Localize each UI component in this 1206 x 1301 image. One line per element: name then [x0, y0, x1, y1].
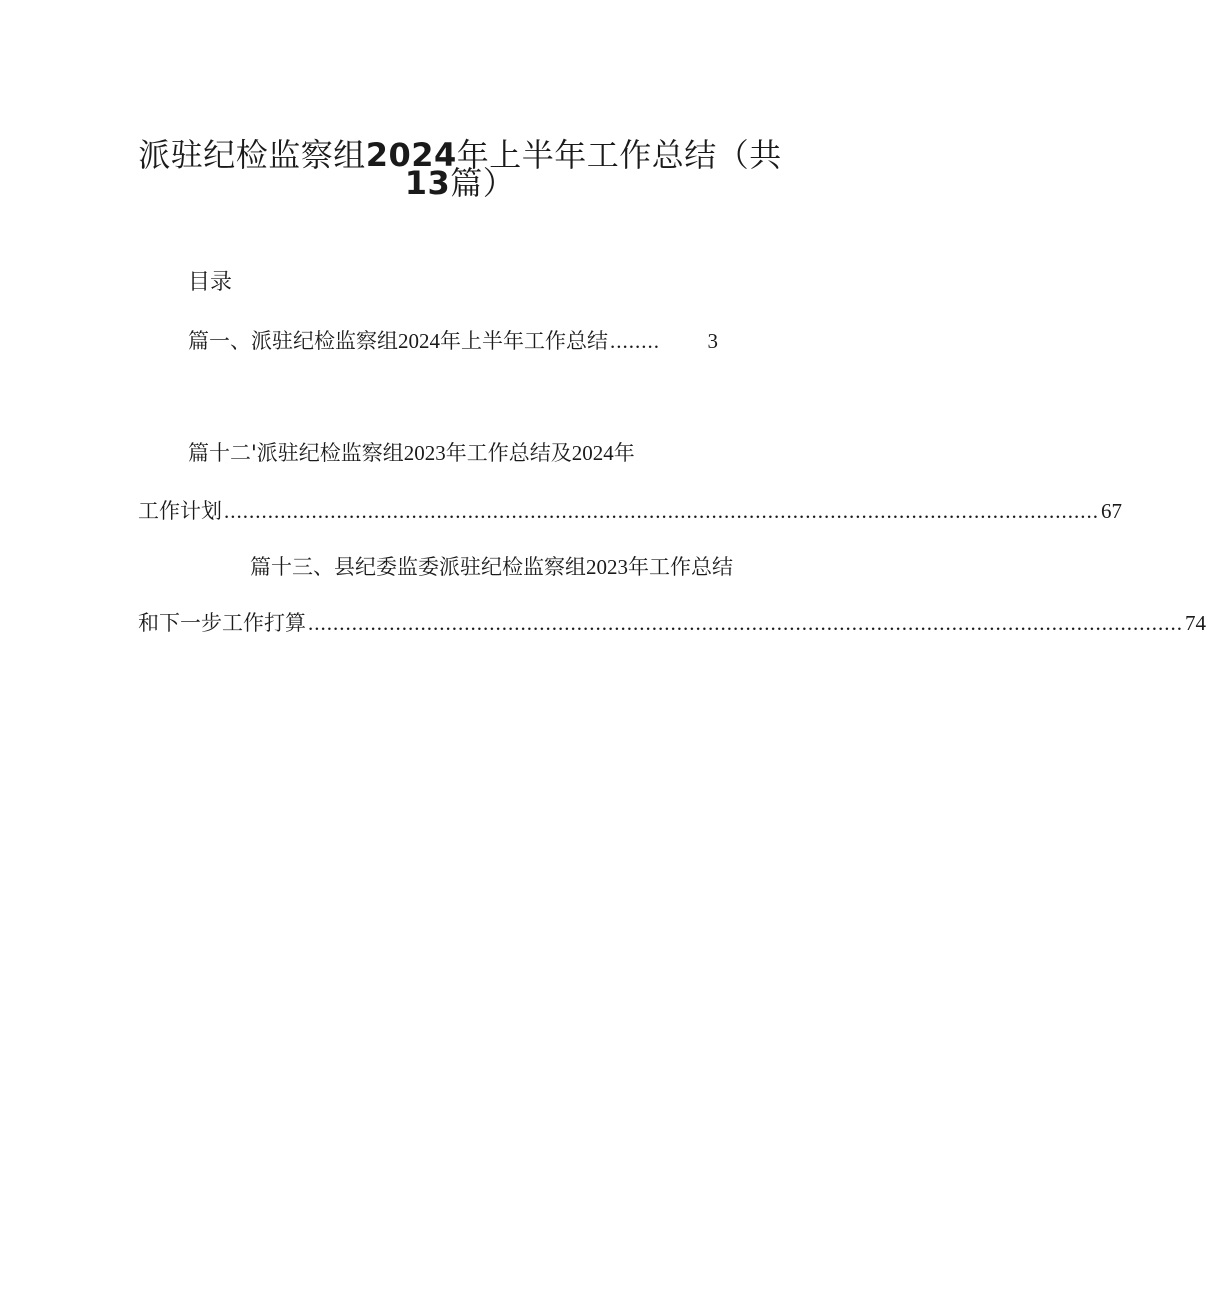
- title-text-c: 年上半年工作总结（共: [456, 136, 782, 174]
- toc-entry-2-year-2: 2024: [571, 441, 614, 465]
- toc-entry-2-suffix: 年: [613, 441, 635, 465]
- title-year: 2024: [365, 136, 457, 174]
- toc-entry-3-prefix: 篇十三、县纪委监委派驻纪检监察组: [250, 555, 586, 579]
- toc-heading: 目录: [188, 270, 233, 295]
- toc-entry-3-year: 2023: [586, 555, 628, 579]
- toc-entry-2-line-1[interactable]: [188, 438, 635, 468]
- toc-entry-3-line-1[interactable]: [250, 552, 733, 582]
- toc-entry-2-year: 2023: [403, 441, 446, 465]
- title-text-pian: 篇）: [450, 164, 516, 202]
- toc-entry-2-text: 工作计划: [138, 499, 222, 523]
- toc-entry-3-page: 74: [1185, 611, 1206, 635]
- toc-entry-1[interactable]: [188, 326, 718, 356]
- document-title-line-2: [80, 160, 840, 206]
- toc-entry-2-prefix: 篇十二'派驻纪检监察组: [188, 441, 404, 465]
- toc-entry-1-page: 3: [707, 329, 718, 353]
- toc-entry-1-prefix: 篇一、派驻纪检监察组: [188, 329, 398, 353]
- title-text-a: 派驻纪检监察组: [138, 136, 366, 174]
- toc-entry-2-line-2[interactable]: [138, 496, 1122, 526]
- toc-entry-1-suffix: 年上半年工作总结: [440, 329, 608, 353]
- title-count: 13: [404, 164, 451, 202]
- toc-entry-3-suffix: 年工作总结: [628, 555, 733, 579]
- toc-entry-2-page: 67: [1101, 499, 1122, 523]
- toc-entry-3-text: 和下一步工作打算: [138, 611, 306, 635]
- toc-entry-3-leader: ............................................................................................................................................: [308, 611, 1183, 635]
- toc-entry-1-leader: ........: [610, 329, 660, 353]
- toc-entry-1-year: 2024: [398, 329, 440, 353]
- toc-entry-2-mid: 年工作总结及: [445, 441, 572, 465]
- toc-entry-3-line-2[interactable]: [138, 608, 1206, 638]
- toc-entry-2-leader: ............................................................................................................................................: [224, 499, 1099, 523]
